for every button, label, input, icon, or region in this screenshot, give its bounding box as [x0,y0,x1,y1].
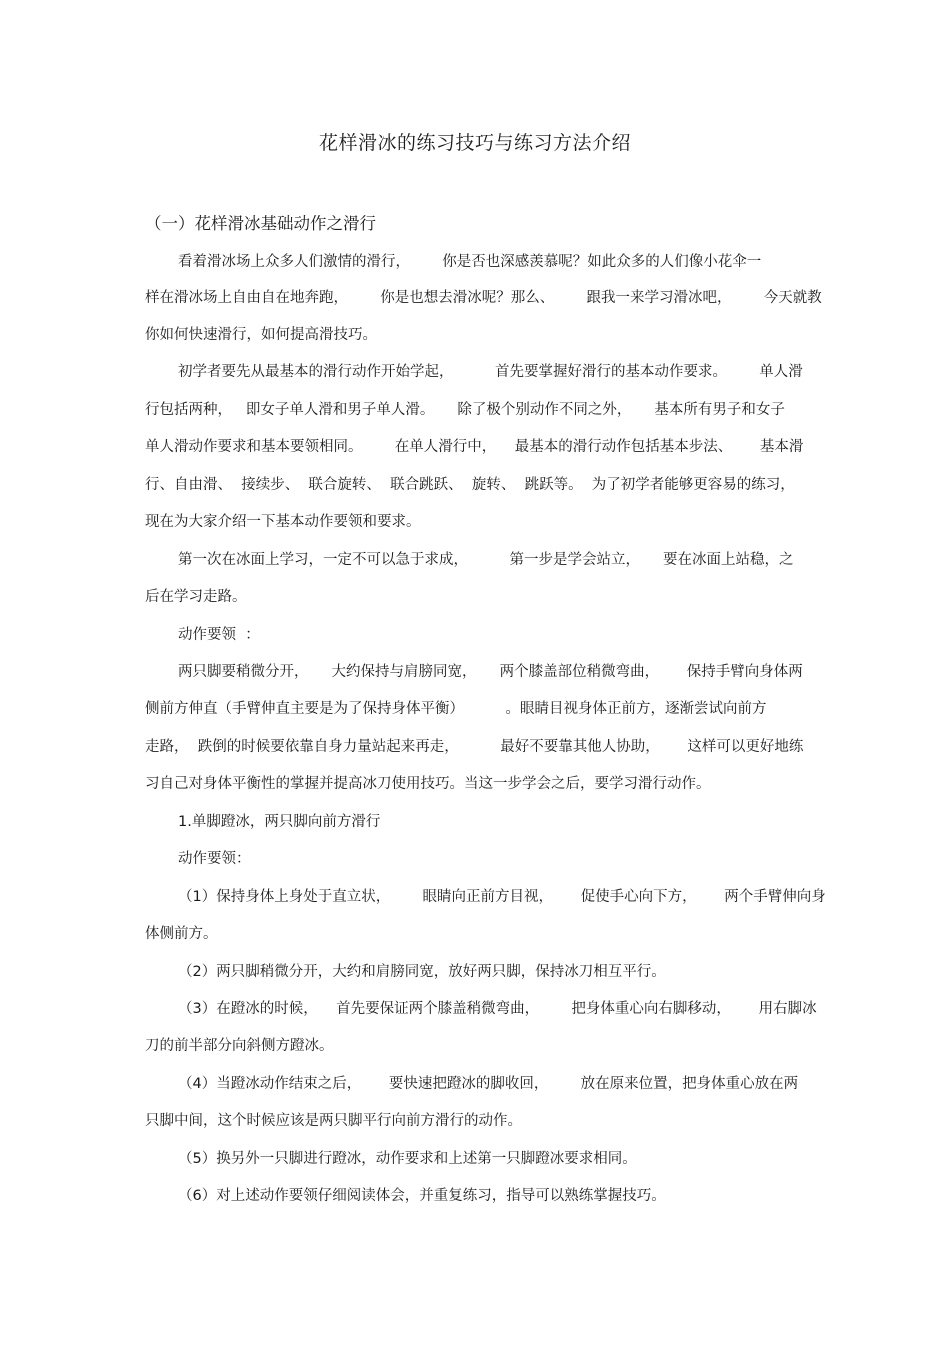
subheading: 动作要领： [178,851,251,867]
step-line: （3）在蹬冰的时候， 首先要保证两个膝盖稍微弯曲， 把身体重心向右脚移动， 用右脚冰 [178,1001,817,1017]
step-line: （5）换另外一只脚进行蹬冰，动作要求和上述第一只脚蹬冰要求相同。 [178,1151,637,1167]
subheading: 动作要领 ： [178,627,260,643]
step-line: （6）对上述动作要领仔细阅读体会，并重复练习，指导可以熟练掌握技巧。 [178,1188,666,1204]
paragraph-line: 现在为大家介绍一下基本动作要领和要求。 [145,514,421,530]
step-line: （2）两只脚稍微分开，大约和肩膀同宽，放好两只脚，保持冰刀相互平行。 [178,964,666,980]
paragraph-line: 你如何快速滑行，如何提高滑技巧。 [145,327,377,343]
paragraph-line: 侧前方伸直（手臂伸直主要是为了保持身体平衡） 。眼睛目视身体正前方，逐渐尝试向前方 [145,701,767,717]
paragraph-line: 后在学习走路。 [145,589,247,605]
document-title: 花样滑冰的练习技巧与练习方法介绍 [318,132,631,154]
step-line: 只脚中间，这个时候应该是两只脚平行向前方滑行的动作。 [145,1113,522,1129]
paragraph-line: 样在滑冰场上自由自在地奔跑， 你是也想去滑冰呢？那么、 跟我一来学习滑冰吧， 今天就教 [145,290,822,306]
paragraph-line: 习自己对身体平衡性的掌握并提高冰刀使用技巧。当这一步学会之后，要学习滑行动作。 [145,776,711,792]
paragraph-line: 初学者要先从最基本的滑行动作开始学起， 首先要掌握好滑行的基本动作要求。 单人滑 [178,364,803,380]
paragraph-line: 两只脚要稍微分开， 大约保持与肩膀同宽， 两个膝盖部位稍微弯曲， 保持手臂向身体两 [178,664,803,680]
paragraph-line: 行包括两种， 即女子单人滑和男子单人滑。 除了极个别动作不同之外， 基本所有男子和女子 [145,402,785,418]
subheading: 1.单脚蹬冰，两只脚向前方滑行 [178,814,381,830]
paragraph-line: 走路， 跌倒的时候要依靠自身力量站起来再走， 最好不要靠其他人协助， 这样可以更好地练 [145,739,804,755]
step-line: 刀的前半部分向斜侧方蹬冰。 [145,1038,334,1054]
paragraph-line: 单人滑动作要求和基本要领相同。 在单人滑行中， 最基本的滑行动作包括基本步法、 基本滑 [145,439,804,455]
paragraph-line: 行、自由滑、 接续步、 联合旋转、 联合跳跃、 旋转、 跳跃等。 为了初学者能够更容易的练习， [145,477,795,493]
step-line: 体侧前方。 [145,926,218,942]
section-heading: （一）花样滑冰基础动作之滑行 [145,214,376,233]
step-line: （1）保持身体上身处于直立状， 眼睛向正前方目视， 促使手心向下方， 两个手臂伸向身 [178,889,826,905]
paragraph-line: 看着滑冰场上众多人们激情的滑行， 你是否也深感羡慕呢？如此众多的人们像小花伞一 [178,254,762,270]
paragraph-line: 第一次在冰面上学习，一定不可以急于求成， 第一步是学会站立， 要在冰面上站稳，之 [178,552,794,568]
step-line: （4）当蹬冰动作结束之后， 要快速把蹬冰的脚收回， 放在原来位置，把身体重心放在两 [178,1076,799,1092]
